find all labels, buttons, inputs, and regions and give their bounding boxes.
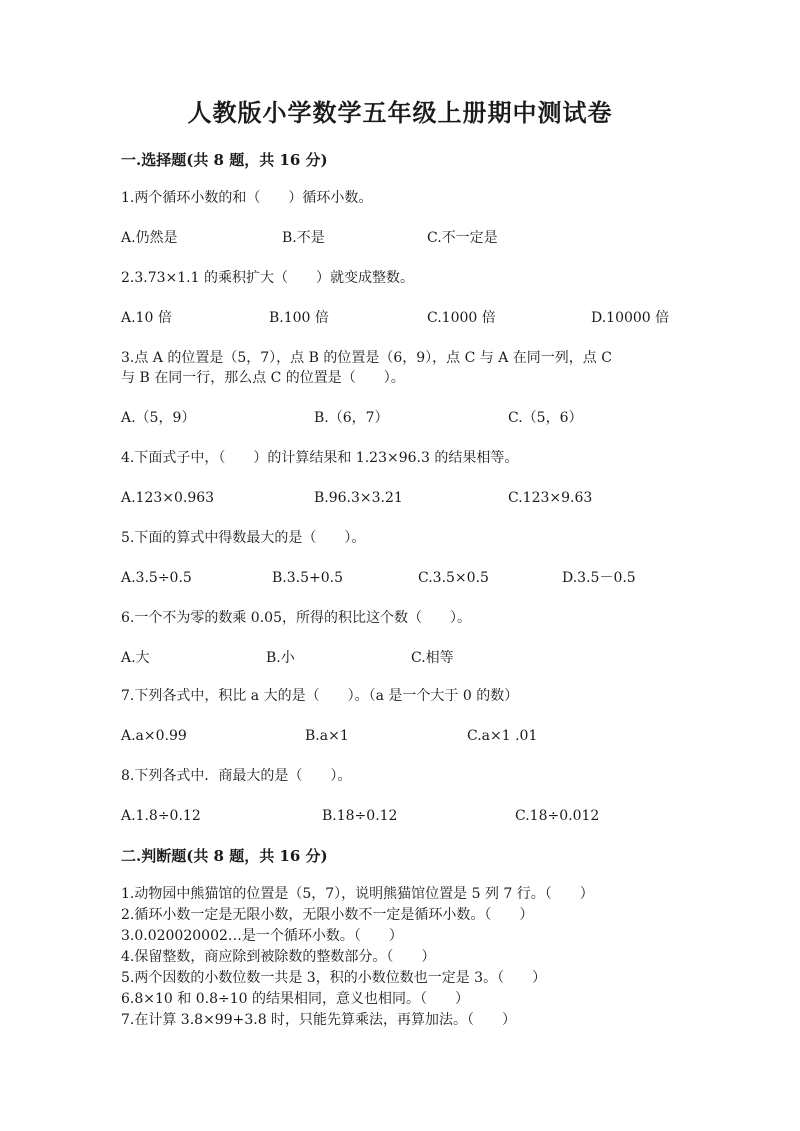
- question-2-text: 2.3.73×1.1 的乘积扩大（ ）就变成整数。: [121, 270, 414, 286]
- question-2-option-d: D.10000 倍: [591, 310, 670, 326]
- question-6-text: 6.一个不为零的数乘 0.05，所得的积比这个数（ ）。: [121, 610, 471, 626]
- tf-item-6: 6.8×10 和 0.8÷10 的结果相同，意义也相同。（ ）: [121, 991, 469, 1007]
- question-5-text: 5.下面的算式中得数最大的是（ ）。: [121, 530, 366, 546]
- question-4-option-b: B.96.3×3.21: [314, 490, 403, 506]
- question-7-option-a: A.a×0.99: [121, 728, 187, 744]
- question-8-text: 8.下列各式中．商最大的是（ ）。: [121, 768, 352, 784]
- question-3-option-b: B.（6，7）: [314, 410, 389, 426]
- question-7-text: 7.下列各式中，积比 a 大的是（ ）。（a 是一个大于 0 的数）: [121, 688, 519, 704]
- section-heading-true-false: 二.判断题(共 8 题，共 16 分): [121, 847, 328, 865]
- question-8-option-c: C.18÷0.012: [515, 808, 600, 824]
- question-5-option-b: B.3.5+0.5: [272, 570, 343, 586]
- page-title: 人教版小学数学五年级上册期中测试卷: [187, 98, 613, 127]
- tf-item-5: 5.两个因数的小数位数一共是 3，积的小数位数也一定是 3。（ ）: [121, 970, 547, 986]
- question-1-option-c: C.不一定是: [427, 230, 498, 246]
- question-5-option-d: D.3.5－0.5: [562, 570, 636, 586]
- tf-item-1: 1.动物园中熊猫馆的位置是（5，7），说明熊猫馆位置是 5 列 7 行。（ ）: [121, 886, 594, 902]
- question-8-option-a: A.1.8÷0.12: [121, 808, 201, 824]
- question-2-option-a: A.10 倍: [121, 310, 172, 326]
- question-6-option-b: B.小: [266, 650, 295, 666]
- question-4-text: 4.下面式子中，（ ）的计算结果和 1.23×96.3 的结果相等。: [121, 450, 519, 466]
- question-3-option-a: A.（5，9）: [121, 410, 196, 426]
- question-5-option-a: A.3.5÷0.5: [121, 570, 192, 586]
- question-7-option-c: C.a×1 .01: [467, 728, 538, 744]
- tf-item-3: 3.0.020020002…是一个循环小数。（ ）: [121, 928, 403, 944]
- question-2-option-c: C.1000 倍: [427, 310, 496, 326]
- question-3-text-line-2: 与 B 在同一行，那么点 C 的位置是（ ）。: [121, 370, 405, 386]
- question-3-text-line-1: 3.点 A 的位置是（5，7），点 B 的位置是（6，9），点 C 与 A 在同一列，点 C: [121, 350, 612, 366]
- tf-item-2: 2.循环小数一定是无限小数，无限小数不一定是循环小数。（ ）: [121, 907, 534, 923]
- question-1-option-b: B.不是: [282, 230, 325, 246]
- question-4-option-a: A.123×0.963: [121, 490, 215, 506]
- question-8-option-b: B.18÷0.12: [322, 808, 398, 824]
- question-3-option-c: C.（5，6）: [508, 410, 583, 426]
- question-5-option-c: C.3.5×0.5: [418, 570, 489, 586]
- question-6-option-a: A.大: [121, 650, 150, 666]
- question-1-option-a: A.仍然是: [121, 230, 178, 246]
- question-7-option-b: B.a×1: [305, 728, 349, 744]
- question-6-option-c: C.相等: [411, 650, 454, 666]
- question-2-option-b: B.100 倍: [269, 310, 329, 326]
- question-1-text: 1.两个循环小数的和（ ）循环小数。: [121, 190, 373, 206]
- section-heading-choice: 一.选择题(共 8 题，共 16 分): [121, 151, 328, 169]
- tf-item-7: 7.在计算 3.8×99+3.8 时，只能先算乘法，再算加法。（ ）: [121, 1012, 517, 1028]
- question-4-option-c: C.123×9.63: [508, 490, 593, 506]
- tf-item-4: 4.保留整数，商应除到被除数的整数部分。（ ）: [121, 949, 436, 965]
